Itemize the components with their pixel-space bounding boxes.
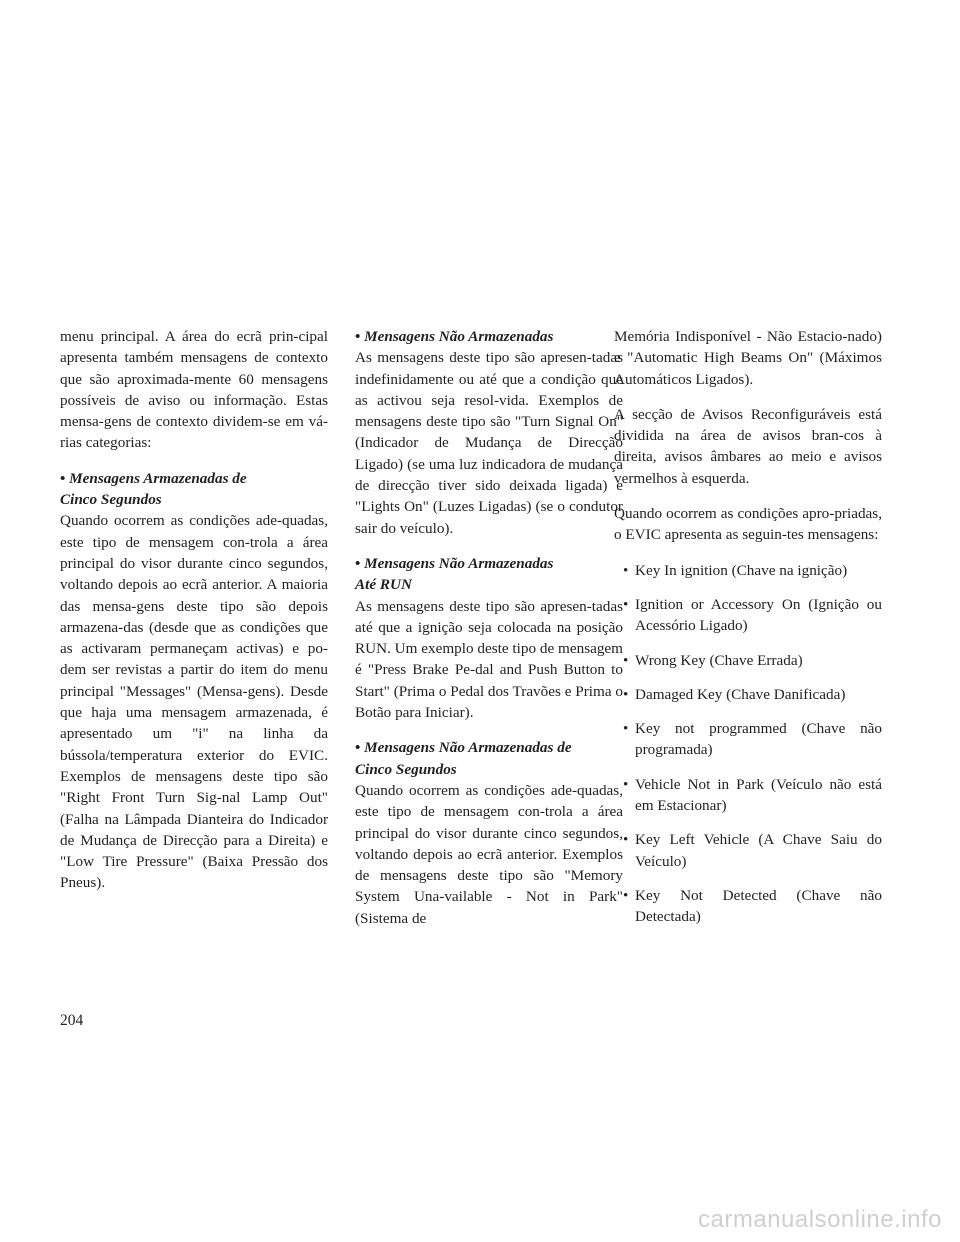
bullet-icon: • <box>623 685 629 703</box>
column-3 <box>614 326 882 941</box>
bullet-icon: • <box>623 886 629 904</box>
list-item: • Vehicle Not in Park (Veículo não está em Estacionar) <box>623 775 882 815</box>
bullet-icon: • <box>60 469 66 487</box>
column-1 <box>60 326 328 908</box>
heading-line-2: Até RUN <box>355 576 412 594</box>
heading-line-1: Mensagens Não Armazenadas de <box>364 739 572 757</box>
paragraph-reconfigurable-warnings: A secção de Avisos Reconfiguráveis está dividida na área de avisos bran-cos à direita, avisos âmbares ao meio e avisos vermelhos à esquerda. <box>614 405 882 487</box>
section-stored-five-seconds <box>60 468 328 894</box>
section-unstored-five-seconds <box>355 737 623 929</box>
list-item: • Key In ignition (Chave na ignição) <box>614 560 882 581</box>
heading-line-1: Mensagens Não Armazenadas <box>364 554 554 572</box>
section-heading <box>355 326 623 347</box>
section-body: As mensagens deste tipo são apresen-tadas até que a ignição seja colocada na posição RUN. Um exemplo deste tipo de mensagem é "Press Brake Pe-dal and Push Button to Start" (Prima o Pedal dos Travões e Prima o Botão para Iniciar). <box>355 597 623 722</box>
heading-line-2: Cinco Segundos <box>355 760 457 778</box>
heading-line-1: Mensagens Armazenadas de <box>69 469 247 487</box>
list-item: • Key Left Vehicle (A Chave Saiu do Veículo) <box>623 831 882 870</box>
section-body: As mensagens deste tipo são apresen-tadas indefinidamente ou até que a condição que as activou seja resol-vida. Exemplos de mensagens deste tipo são "Turn Signal On" (Indicador de Mudança de Direcção Ligado) (se uma luz indicadora de mudança de direcção tiver sido deixada ligada) e "Lights On" (Luzes Ligadas) (se o condutor sair do veículo). <box>355 349 623 537</box>
heading-line-2: Cinco Segundos <box>60 491 162 509</box>
intro-paragraph: menu principal. A área do ecrã prin-cipal apresenta também mensagens de contexto que são aproximada-mente 60 mensagens possíveis de aviso ou informação. Estas mensa-gens de contexto dividem-se em vá-rias categorias: <box>60 328 328 452</box>
bullet-icon: • <box>623 775 629 793</box>
column-2 <box>355 326 623 943</box>
heading-line-1: Mensagens Não Armazenadas <box>364 328 554 345</box>
list-item: • Key Not Detected (Chave não Detectada) <box>623 886 882 926</box>
bullet-icon: • <box>623 831 629 849</box>
page-number: 204 <box>60 1012 84 1029</box>
bullet-icon: • <box>623 595 629 613</box>
section-heading <box>355 737 623 780</box>
list-item: • Wrong Key (Chave Errada) <box>614 650 882 671</box>
section-unstored-until-run <box>355 553 623 723</box>
section-heading <box>355 553 623 596</box>
bullet-icon: • <box>623 561 629 579</box>
section-heading <box>60 468 328 511</box>
message-list <box>614 560 882 928</box>
list-item: • Damaged Key (Chave Danificada) <box>614 684 882 705</box>
section-body: Quando ocorrem as condições ade-quadas, este tipo de mensagem con-trola a área principal do visor durante cinco segundos, voltando depois ao ecrã anterior. A maioria das mensa-gens deste tipo são depois armazena-das (desde que as condições que as activaram permaneçam activas) e po-dem ser revistas a partir do item do menu principal "Messages" (Mensa-gens). Desde que haja uma mensagem armazenada, é apresentado um "i" na linha da bússola/temperatura exterior do EVIC. Exemplos de mensagens deste tipo são "Right Front Turn Sig-nal Lamp Out" (Falha na Lâmpada Dianteira do Indicador de Mudança de Direcção para a Direita) e "Low Tire Pressure" (Baixa Pressão dos Pneus). <box>60 512 328 892</box>
list-item: • Key not programmed (Chave não programada) <box>623 720 882 759</box>
bullet-icon: • <box>355 554 361 572</box>
bullet-icon: • <box>355 739 361 757</box>
bullet-icon: • <box>623 720 629 738</box>
paragraph-evic-messages: Quando ocorrem as condições apro-priadas, o EVIC apresenta as seguin-tes mensagens: <box>614 505 882 544</box>
continuation-paragraph: Memória Indisponível - Não Estacio-nado) e "Automatic High Beams On" (Máximos Automáticos Ligados). <box>614 328 882 388</box>
section-unstored <box>355 326 623 539</box>
section-body: Quando ocorrem as condições ade-quadas, este tipo de mensagem con-trola a área principal do visor durante cinco segundos, voltando depois ao ecrã anterior. Exemplos de mensagens deste tipo são "Memory System Una-vailable - Not in Park" (Sistema de <box>355 781 623 927</box>
list-item: • Ignition or Accessory On (Ignição ou Acessório Ligado) <box>623 595 882 635</box>
bullet-icon: • <box>623 651 629 669</box>
bullet-icon: • <box>355 328 361 345</box>
watermark: carmanualsonline.info <box>698 1206 942 1233</box>
